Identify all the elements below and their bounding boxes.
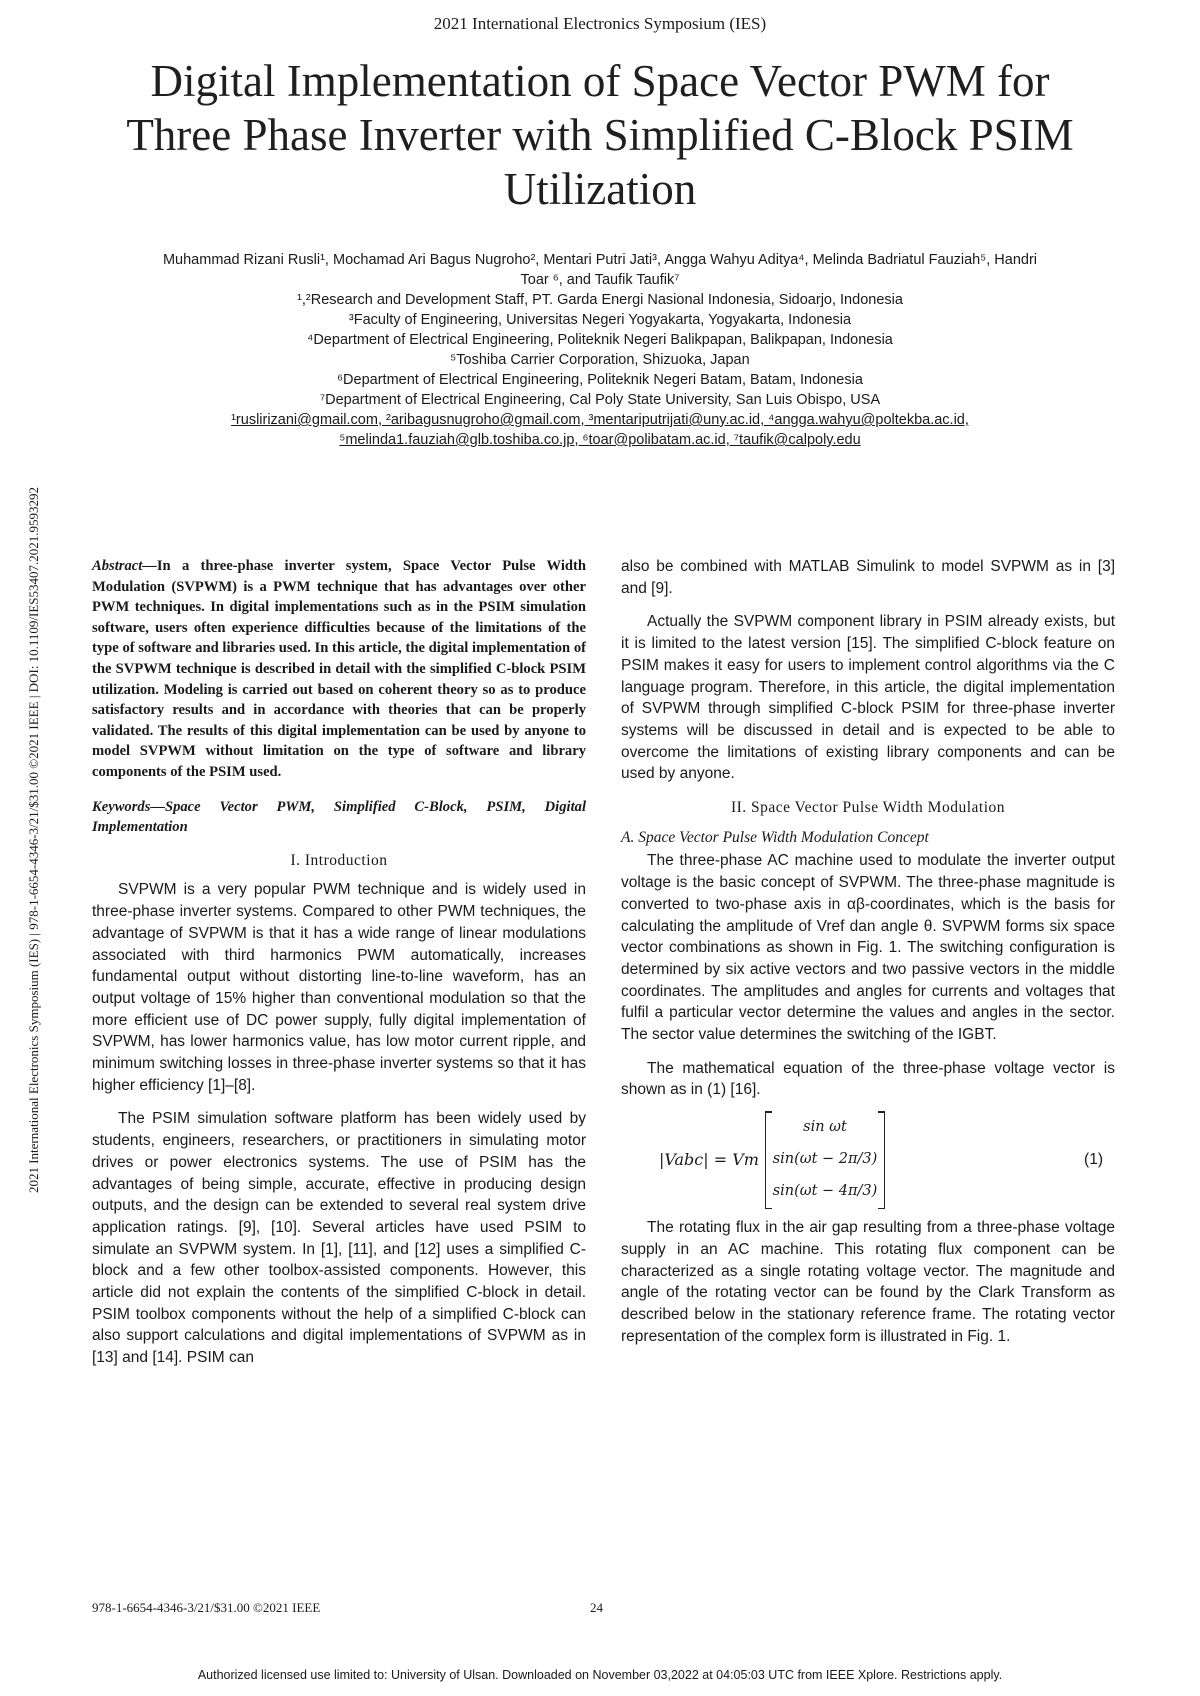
matrix-row: sin ωt [803, 1119, 847, 1136]
abstract [92, 556, 586, 783]
email-links[interactable]: ⁵melinda1.fauziah@glb.toshiba.co.jp, ⁶toar@polibatam.ac.id, ⁷taufik@calpoly.edu [339, 432, 861, 448]
abstract-lead: Abstract— [92, 558, 157, 574]
side-doi-text: 2021 International Electronics Symposium (IES) | 978-1-6654-4346-3/21/$31.00 ©2021 IEEE | DOI: 10.1109/IES53407.2021.9593292 [26, 486, 41, 1194]
license-footer: Authorized licensed use limited to: University of Ulsan. Downloaded on November 03,2022 at 04:05:03 UTC from IEEE Xplore. Restrictions apply. [197, 1668, 1003, 1682]
affiliation: ³Faculty of Engineering, Universitas Negeri Yogyakarta, Yogyakarta, Indonesia [348, 312, 852, 328]
section-heading-svpwm: II. Space Vector Pulse Width Modulation [730, 799, 1006, 817]
paragraph: also be combined with MATLAB Simulink to model SVPWM as in [3] and [9]. [621, 558, 1115, 597]
conference-header: 2021 International Electronics Symposium (IES) [433, 14, 767, 33]
title-line: Utilization [503, 164, 697, 214]
abstract-body: In a three-phase inverter system, Space Vector Pulse Width Modulation (SVPWM) is a PWM technique that has advantages over other PWM techniques. In digital implementations such as in the PSIM simulation software, users often experience difficulties because of the limitations of the type of software and libraries used. In this article, the digital implementation of the SVPWM technique is described in detail with the simplified C-block PSIM utilization. Modeling is carried out based on coherent theory so as to produce satisfactory results and in accordance with theories that can be properly validated. The results of this digital implementation can be used by anyone to model SVPWM without limitation on the type of software and library components of the PSIM used. [92, 558, 586, 780]
matrix-row: sin(ωt − 2π/3) [772, 1151, 878, 1168]
email-links[interactable]: ¹ruslirizani@gmail.com, ²aribagusnugroho@gmail.com, ³mentariputrijati@uny.ac.id, ⁴angga.wahyu@poltekba.ac.id, [231, 412, 969, 428]
footer-isbn: 978-1-6654-4346-3/21/$31.00 ©2021 IEEE [92, 1600, 321, 1615]
paper-title [60, 54, 1140, 216]
email-list [85, 430, 1115, 450]
paragraph: The rotating flux in the air gap resulting from a three-phase voltage supply in an AC machine. This rotating flux component can be characterized as a single rotating voltage vector. The magnitude and angle of the rotating vector can be found by the Clark Transform as described below in the stationary reference frame. The rotating vector representation of the complex form is illustrated in Fig. 1. [621, 1219, 1115, 1345]
affiliation: ⁴Department of Electrical Engineering, Politeknik Negeri Balikpapan, Balikpapan, Indonesia [307, 332, 893, 348]
page-number: 24 [590, 1600, 603, 1615]
author-names-cont: Toar ⁶, and Taufik Taufik⁷ [520, 272, 680, 288]
affiliation: ⁵Toshiba Carrier Corporation, Shizuoka, Japan [450, 352, 750, 368]
equation-matrix [765, 1111, 885, 1209]
equation-number: (1) [1084, 1151, 1103, 1169]
equation-lhs: |Vabc| = Vm [659, 1150, 759, 1170]
section-heading-introduction: I. Introduction [290, 851, 388, 869]
keywords: Keywords—Space Vector PWM, Simplified C-Block, PSIM, Digital Implementation [92, 798, 586, 836]
author-names: Muhammad Rizani Rusli¹, Mochamad Ari Bagus Nugroho², Mentari Putri Jati³, Angga Wahyu Aditya⁴, Melinda Badriatul Fauziah⁵, Handri [162, 252, 1038, 268]
affiliation: ¹,²Research and Development Staff, PT. Garda Energi Nasional Indonesia, Sidoarjo, Indonesia [297, 292, 903, 308]
subsection-heading: A. Space Vector Pulse Width Modulation Concept [621, 828, 929, 846]
left-column [92, 556, 586, 1369]
affiliation: ⁷Department of Electrical Engineering, Cal Poly State University, San Luis Obispo, USA [319, 392, 881, 408]
title-line: Three Phase Inverter with Simplified C-Block PSIM [126, 110, 1074, 160]
right-column [621, 556, 1115, 1347]
matrix-row: sin(ωt − 4π/3) [772, 1183, 878, 1200]
paragraph: Actually the SVPWM component library in PSIM already exists, but it is limited to the latest version [15]. The simplified C-block feature on PSIM makes it easy for users to implement control algorithms via the C language program. Therefore, in this article, the digital implementation of SVPWM through simplified C-block PSIM for three-phase inverter systems will be discussed in detail and is expected to be able to overcome the limitations of existing library components and can be used by anyone. [621, 613, 1115, 783]
equation-1 [621, 1111, 1115, 1209]
email-list [85, 410, 1115, 430]
author-block [85, 250, 1115, 450]
paragraph: The PSIM simulation software platform has been widely used by students, engineers, researchers, or practitioners in simulating motor drives or power electronics systems. The use of PSIM has the advantages of being simple, accurate, effective in producing design outputs, and the design can be extended to several real system drive application ratings. [9], [10]. Several articles have used PSIM to simulate an SVPWM system. In [1], [11], and [12] uses a simplified C-block and a few other toolbox-assisted components. However, this article did not explain the contents of the simplified C-block in detail. PSIM toolbox components without the help of a simplified C-block can also support calculations and digital implementations of SVPWM as in [13] and [14]. PSIM can [92, 1110, 586, 1367]
paragraph: The mathematical equation of the three-phase voltage vector is shown as in (1) [16]. [621, 1059, 1115, 1099]
paragraph: SVPWM is a very popular PWM technique and is widely used in three-phase inverter systems. Compared to other PWM techniques, the advantage of SVPWM is that it has a wide range of linear modulations associated with third harmonics PWM automatically, increases fundamental output without distorting line-to-line waveform, has an output voltage of 15% higher than conventional modulation so that the more efficient use of DC power supply, fully digital implementation of SVPWM, has lower harmonics value, has low motor current ripple, and minimum switching losses in three-phase inverter systems so that it has higher efficiency [1]–[8]. [92, 881, 586, 1094]
title-line: Digital Implementation of Space Vector PWM for [150, 56, 1050, 106]
paragraph: The three-phase AC machine used to modulate the inverter output voltage is the basic concept of SVPWM. The three-phase magnitude is converted to two-phase axis in αβ-coordinates, which is the basis for calculating the amplitude of Vref dan angle θ. SVPWM forms six space vector combinations as shown in Fig. 1. The switching configuration is determined by six active vectors and two passive vectors in the middle coordinates. The amplitudes and angles for currents and voltages that fulfil a particular vector determine the values and angles in the sector. The sector value determines the switching of the IGBT. [621, 852, 1115, 1044]
affiliation: ⁶Department of Electrical Engineering, Politeknik Negeri Batam, Batam, Indonesia [337, 372, 863, 388]
